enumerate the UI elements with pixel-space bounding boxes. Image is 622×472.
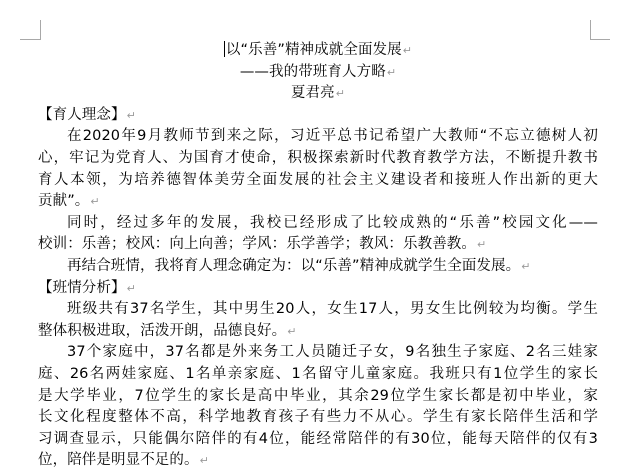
body-text: 班级共有37名学生，其中男生20人，女生17人，男女生比例较为均衡。学生	[67, 301, 598, 318]
body-text: 再结合班情，我将育人理念确定为：以“乐善”精神成就学生全面发展。	[67, 257, 521, 274]
paragraph-mark-icon: ↵	[521, 259, 531, 273]
paragraph-mark-icon: ↵	[335, 87, 346, 101]
body-text: 心，牢记为党育人、为国育才使命，积极探索新时代教育教学方法，不断提升教书	[38, 149, 598, 166]
body-text: 整体积极进取，活泼开朗，品德良好。	[38, 322, 287, 339]
body-text: 同时，经过多年的发展，我校已经形成了比较成熟的“乐善”校园文化——	[67, 214, 598, 231]
body-text-line[interactable]	[38, 429, 598, 451]
margin-corner-top-right	[590, 20, 597, 40]
body-text-line[interactable]	[38, 126, 598, 148]
body-text: 校训：乐善；校风：向上向善；学风：乐学善学；教风：乐教善教。	[38, 236, 476, 253]
doc-subtitle: ——我的带班育人方略	[239, 63, 386, 80]
doc-title-line[interactable]	[38, 40, 598, 62]
doc-author: 夏君亮	[290, 85, 335, 102]
paragraph-mark-icon: ↵	[90, 195, 100, 209]
body-text: 37个家庭中，37名都是外来务工人员随迁子女，9名独生子家庭、2名三娃家	[67, 344, 598, 361]
body-text-line[interactable]	[38, 299, 598, 321]
paragraph-mark-icon: ↵	[126, 108, 136, 122]
paragraph-mark-icon: ↵	[402, 44, 413, 57]
body-text-line[interactable]	[38, 386, 598, 408]
body-text: 贡献”。	[38, 193, 90, 210]
body-text-line[interactable]	[38, 342, 598, 364]
body-text-line[interactable]	[38, 213, 598, 235]
body-text-line[interactable]	[38, 170, 598, 192]
section-heading-philosophy: 【育人理念】	[38, 106, 126, 123]
margin-corner-top-left-h	[20, 39, 40, 40]
section-heading-line[interactable]	[38, 278, 598, 300]
doc-title: 以“乐善”精神成就全面发展	[225, 42, 402, 58]
document-page[interactable]	[38, 40, 598, 472]
doc-author-line[interactable]	[38, 83, 598, 105]
paragraph-mark-icon: ↵	[477, 238, 487, 252]
body-text: 在2020年9月教师节到来之际，习近平总书记希望广大教师“不忘立德树人初	[67, 128, 598, 145]
doc-subtitle-line[interactable]	[38, 62, 598, 84]
body-text-line[interactable]	[38, 234, 598, 256]
body-text: 长文化程度整体不高，科学地教育孩子有些力不从心。学生有家长陪伴生活和学	[38, 409, 598, 426]
body-text-line[interactable]	[38, 450, 598, 472]
body-text: 位，陪伴是明显不足的。	[38, 452, 199, 469]
text-cursor	[224, 41, 225, 57]
paragraph-mark-icon: ↵	[287, 324, 297, 338]
body-text: 是大学毕业，7位学生的家长是高中毕业，其余29位学生家长都是初中毕业，家	[38, 387, 598, 404]
section-heading-line[interactable]	[38, 105, 598, 127]
paragraph-mark-icon: ↵	[126, 281, 136, 295]
body-text-line[interactable]	[38, 364, 598, 386]
body-text-line[interactable]	[38, 191, 598, 213]
body-text: 育人本领，为培养德智体美劳全面发展的社会主义建设者和接班人作出新的更大	[38, 171, 598, 188]
paragraph-mark-icon: ↵	[199, 454, 209, 468]
section-heading-class-analysis: 【班情分析】	[38, 279, 126, 296]
body-text-line[interactable]	[38, 407, 598, 429]
body-text: 庭、26名两娃家庭、1名单亲家庭、1名留守儿童家庭。我班只有1位学生的家长	[38, 365, 598, 382]
margin-corner-top-left	[34, 20, 41, 40]
body-text: 习调查显示，只能偶尔陪伴的有4位，能经常陪伴的有30位，能每天陪伴的仅有3	[38, 430, 598, 447]
body-text-line[interactable]	[38, 321, 598, 343]
body-text-line[interactable]	[38, 256, 598, 278]
paragraph-mark-icon: ↵	[386, 65, 397, 79]
body-text-line[interactable]	[38, 148, 598, 170]
